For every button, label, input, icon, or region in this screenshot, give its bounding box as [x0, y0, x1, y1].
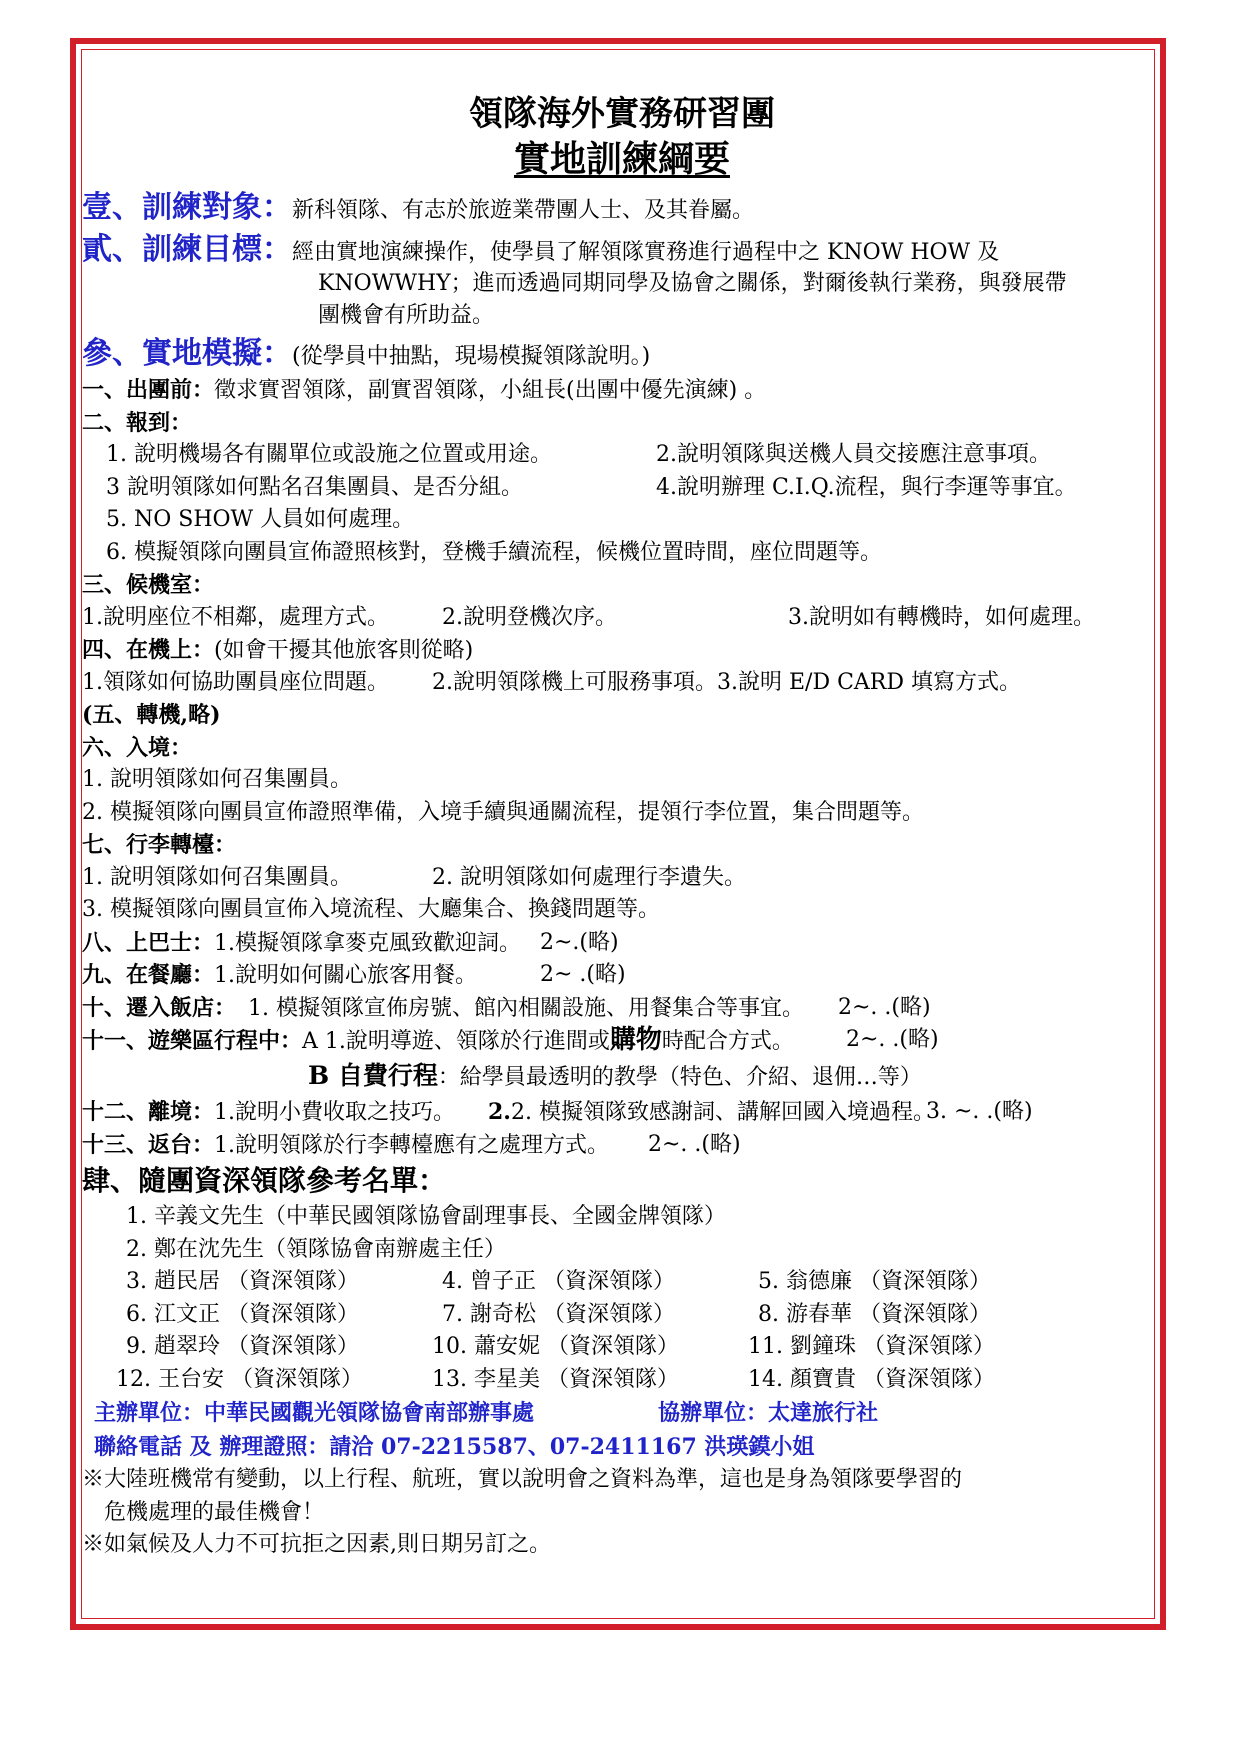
item-checkin-row: 3 說明領隊如何點名召集團員、是否分組。 4.說明辦理 C.I.Q.流程，與行李運等事宜。 [106, 474, 1077, 500]
section-text: 新科領隊、有志於旅遊業帶團人士、及其眷屬。 [292, 198, 755, 223]
item-baggage-row: 3. 模擬領隊向團員宣佈入境流程、大廳集合、換錢問題等。 [82, 897, 660, 922]
leader-row: 6. 江文正 （資深領隊） 7. 謝奇松 （資深領隊） 8. 游春華 （資深領隊） [126, 1301, 991, 1327]
organizer-line: 主辦單位：中華民國觀光領隊協會南部辦事處 協辦單位：太達旅行社 [94, 1400, 879, 1426]
item-waiting-room-row: 1.說明座位不相鄰，處理方式。 2.說明登機次序。 3.說明如有轉機時，如何處理。 [82, 604, 1095, 630]
item-checkin-row: 1. 說明機場各有關單位或設施之位置或用途。 2.說明領隊與送機人員交接應注意事項。 [106, 442, 1051, 467]
item-waiting-room-heading: 三、候機室： [82, 572, 215, 598]
section-simulation [82, 334, 1162, 374]
document-subtitle: 實地訓練綱要 [513, 138, 730, 180]
item-bus: 八、上巴士：1.模擬領隊拿麥克風致歡迎詞。 2~.(略) [82, 929, 619, 956]
section-target [82, 188, 1162, 228]
item-before-departure: 一、出團前：徵求實習領隊，副實習領隊，小組長(出團中優先演練) 。 [82, 377, 767, 403]
section-leaders-heading: 肆、隨團資深領隊參考名單： [82, 1164, 447, 1197]
leader-item: 1. 辛義文先生（中華民國領隊協會副理事長、全國金牌領隊） [126, 1204, 726, 1229]
item-transfer: (五、轉機,略) [82, 702, 221, 728]
item-restaurant: 九、在餐廳：1.說明如何關心旅客用餐。 2~ .(略) [82, 962, 626, 988]
item-entry-row: 1. 說明領隊如何召集團員。 [82, 767, 352, 792]
item-baggage-row: 1. 說明領隊如何召集團員。 2. 說明領隊如何處理行李遺失。 [82, 864, 746, 890]
section-heading: 參、實地模擬： [82, 336, 292, 371]
section-goal [82, 230, 1162, 270]
leader-row: 3. 趙民居 （資深領隊） 4. 曾子正 （資深領隊） 5. 翁德廉 （資深領隊） [126, 1269, 991, 1294]
note-item: ※如氣候及人力不可抗拒之因素,則日期另訂之。 [82, 1532, 551, 1557]
section-heading: 貳、訓練目標： [82, 232, 292, 267]
item-departure: 十二、離境：1.說明小費收取之技巧。 2.2. 模擬領隊致感謝詞、講解回國入境過程。 3. ~. .(略) [82, 1099, 1033, 1125]
contact-line: 聯絡電話 及 辦理證照：請洽 07-2215587、07-2411167 洪瑛鏌小姐 [94, 1434, 815, 1460]
leader-item: 2. 鄭在沈先生（領隊協會南辦處主任） [126, 1236, 506, 1262]
document-title: 領隊海外實務研習團 [469, 94, 775, 134]
item-on-board-heading: 四、在機上：(如會干擾其他旅客則從略) [82, 637, 474, 663]
section-text: 經由實地演練操作，使學員了解領隊實務進行過程中之 KNOW HOW 及 [292, 240, 1000, 265]
item-entry-row: 2. 模擬領隊向團員宣佈證照準備，入境手續與通關流程，提領行李位置，集合問題等。 [82, 799, 924, 825]
document-body [82, 92, 1162, 1562]
leader-row: 12. 王台安 （資深領隊） 13. 李星美 （資深領隊） 14. 顏寶貴 （資深領隊） [116, 1366, 995, 1392]
note-item: ※大陸班機常有變動，以上行程、航班，實以說明會之資料為準，這也是身為領隊要學習的 [82, 1467, 963, 1492]
item-baggage-heading: 七、行李轉檯： [82, 832, 237, 858]
item-hotel: 十、遷入飯店： 1. 模擬領隊宣佈房號、館內相關設施、用餐集合等事宜。 2~. .(略) [82, 994, 931, 1021]
section-text: (從學員中抽點，現場模擬領隊說明。) [292, 344, 651, 369]
item-checkin-heading: 二、報到： [82, 409, 193, 436]
item-entry-heading: 六、入境： [82, 734, 193, 761]
item-return: 十三、返台：1.說明領隊於行李轉檯應有之處理方式。 2~. .(略) [82, 1131, 741, 1158]
note-item: 危機處理的最佳機會！ [104, 1499, 325, 1525]
item-checkin-row: 5. NO SHOW 人員如何處理。 [106, 507, 415, 532]
section-goal-continued: KNOWWHY；進而透過同期同學及協會之關係，對爾後執行業務，與發展帶 團機會有所助益。 [318, 271, 1067, 328]
item-checkin-row: 6. 模擬領隊向團員宣佈證照核對，登機手續流程，候機位置時間，座位問題等。 [106, 539, 882, 565]
item-on-board-row: 1.領隊如何協助團員座位問題。 2.說明領隊機上可服務事項。3.說明 E/D CARD 填寫方式。 [82, 669, 1021, 695]
section-heading: 壹、訓練對象： [82, 190, 292, 225]
item-amusement: 十一、遊樂區行程中：A 1.說明導遊、領隊於行進間或購物時配合方式。 2~. .(略) [82, 1025, 939, 1055]
item-amusement-optional: B 自費行程：給學員最透明的教學（特色、介紹、退佣…等） [308, 1061, 922, 1090]
leader-row: 9. 趙翠玲 （資深領隊） 10. 蕭安妮 （資深領隊） 11. 劉鐘珠 （資深領隊） [126, 1334, 995, 1359]
